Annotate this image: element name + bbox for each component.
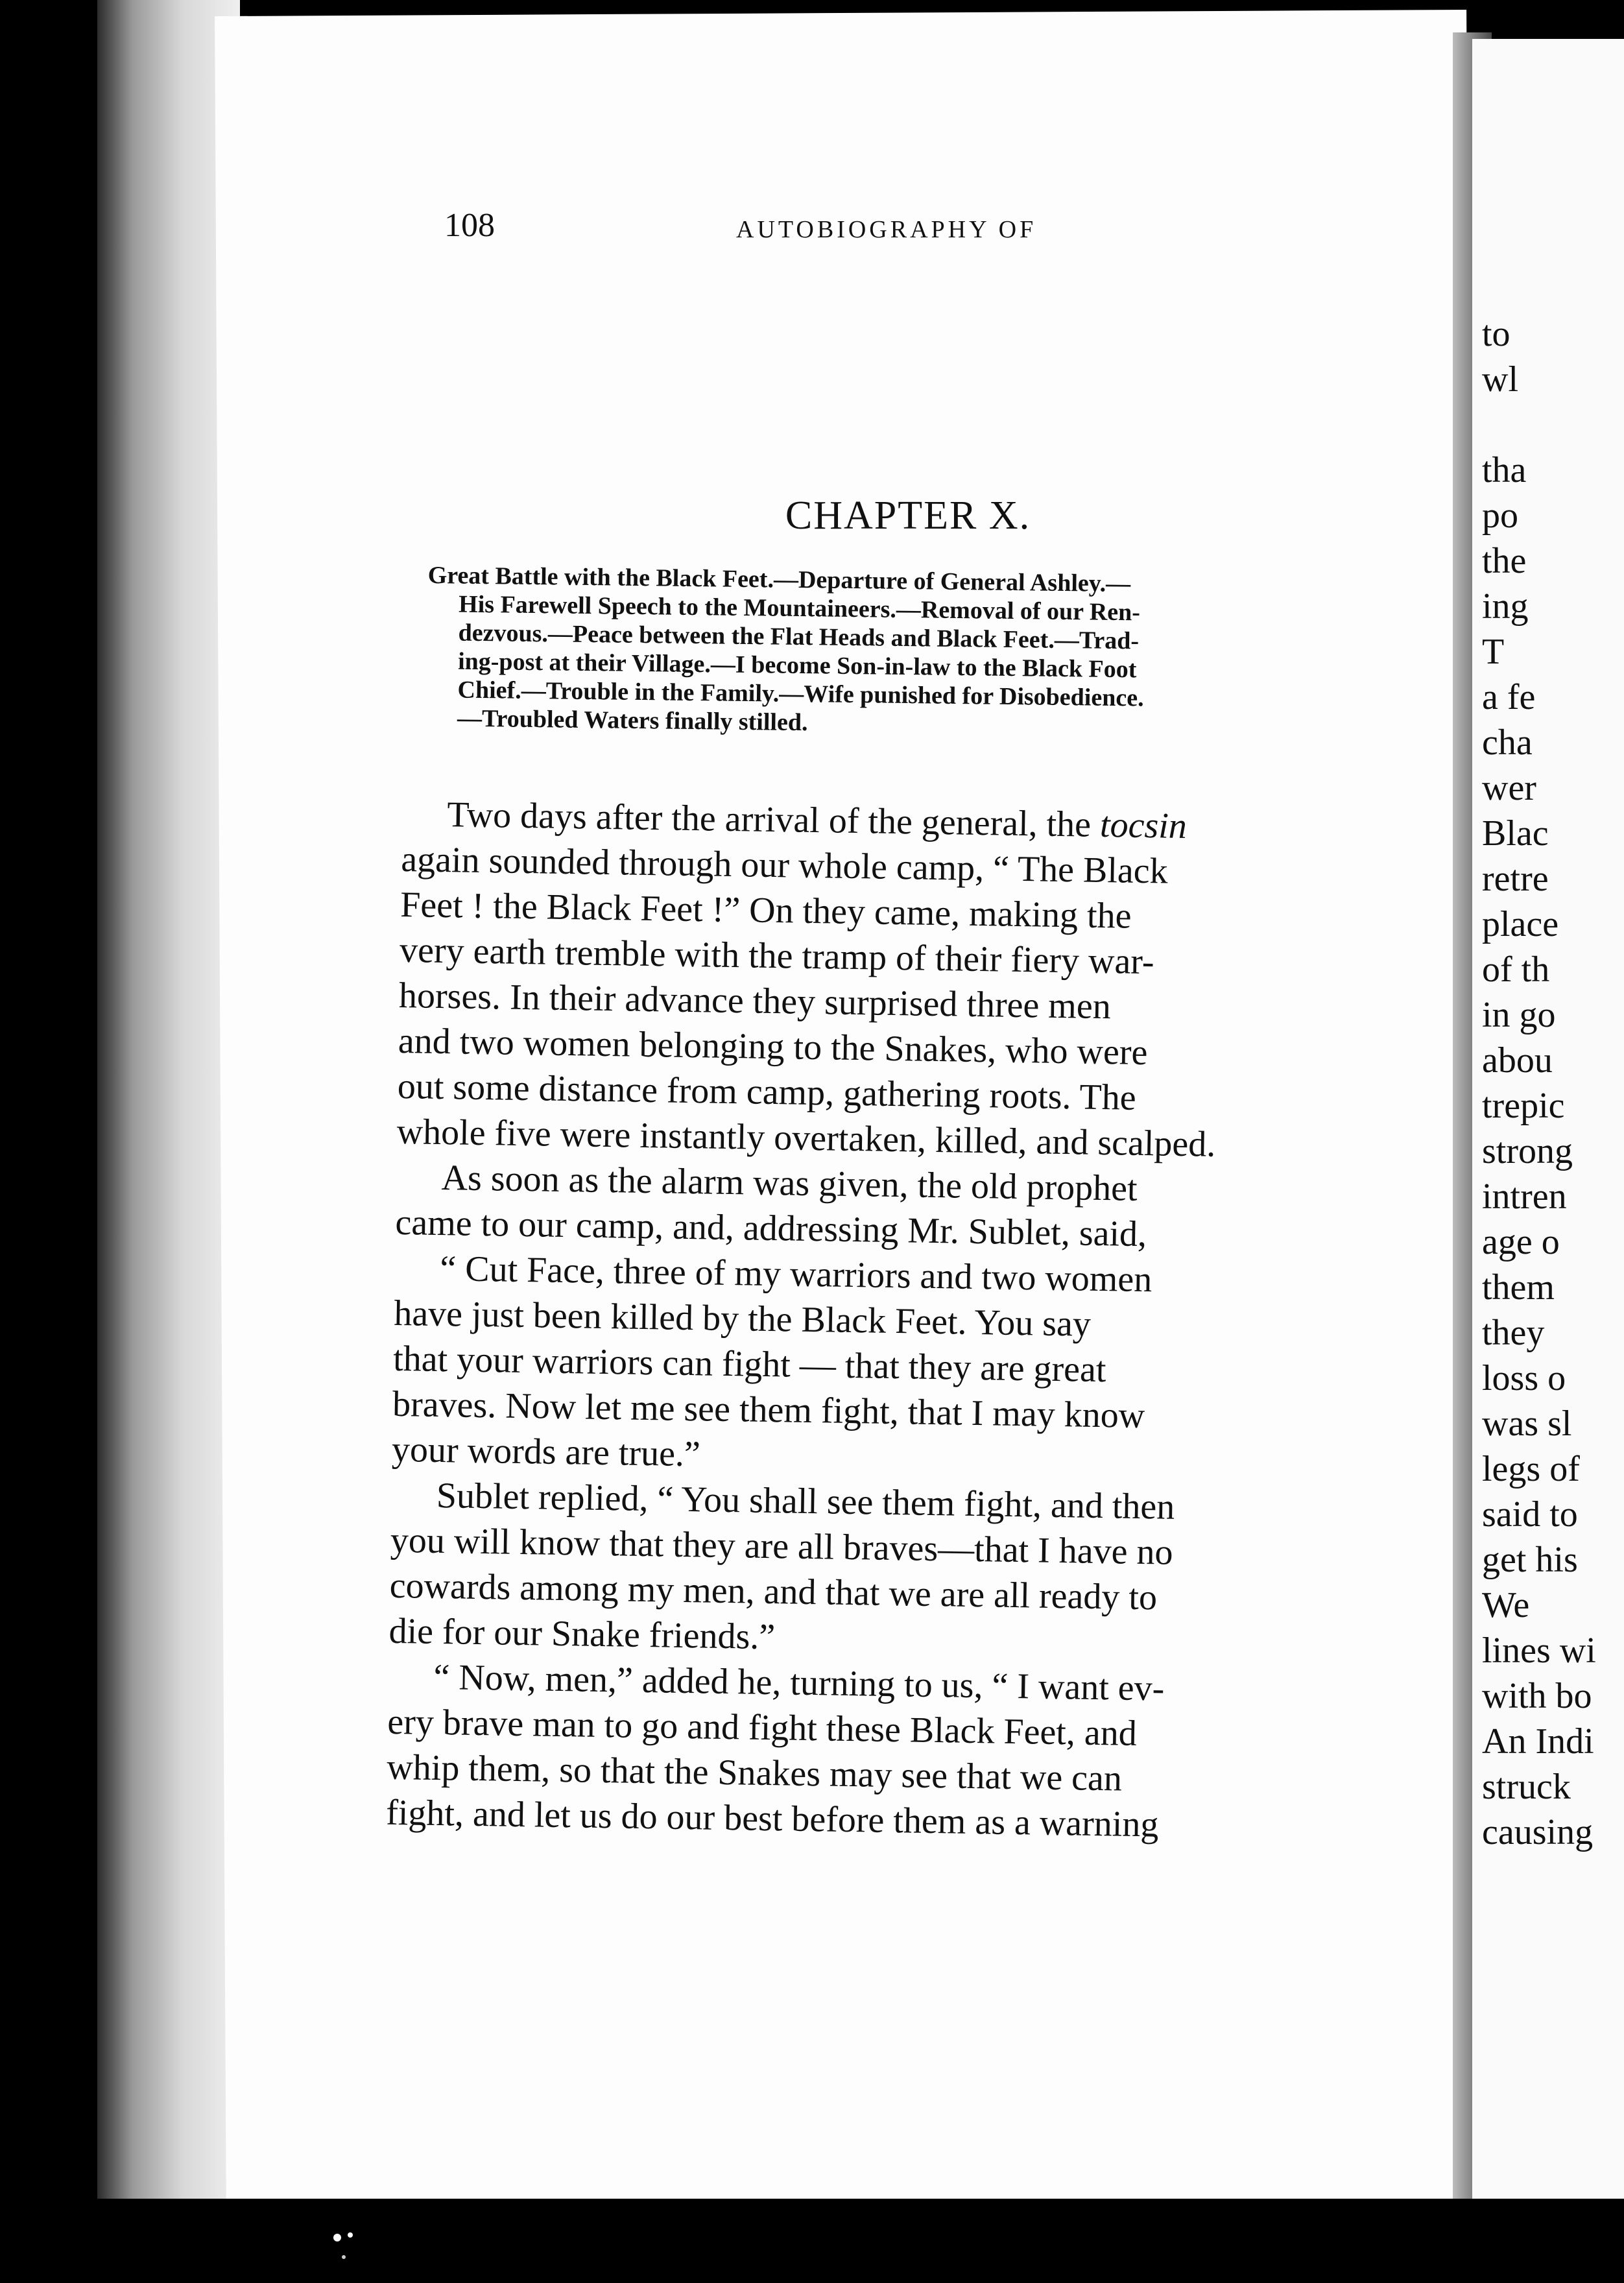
- body-line: die for our Snake friends.”: [388, 1610, 776, 1658]
- facing-line: they: [1482, 1313, 1545, 1353]
- facing-line: lines wi: [1482, 1631, 1596, 1671]
- summary-line: His Farewell Speech to the Mountaineers.—Removal of our Ren-: [458, 590, 1141, 627]
- scan-specks: [324, 2218, 389, 2270]
- facing-line: wl: [1482, 359, 1518, 400]
- facing-line: age o: [1482, 1222, 1560, 1262]
- facing-line: tha: [1482, 450, 1527, 490]
- body-line: horses. In their advance they surprised three men: [398, 975, 1112, 1027]
- facing-line: the: [1482, 541, 1527, 581]
- facing-line: Blac: [1482, 813, 1549, 854]
- body-line: whole five were instantly overtaken, killed, and scalped.: [396, 1111, 1216, 1165]
- body-line: fight, and let us do our best before them as a warning: [385, 1792, 1159, 1845]
- body-line: have just been killed by the Black Feet. You say: [393, 1293, 1092, 1345]
- facing-line: get his: [1482, 1540, 1578, 1580]
- facing-line: wer: [1482, 768, 1536, 808]
- facing-line: was sl: [1482, 1404, 1572, 1444]
- facing-line: intren: [1482, 1177, 1567, 1217]
- summary-line: Chief.—Trouble in the Family.—Wife punished for Disobedience.: [457, 676, 1144, 712]
- facing-line: said to: [1482, 1494, 1578, 1535]
- body-line: cowards among my men, and that we are all ready to: [389, 1565, 1158, 1618]
- facing-line: trepic: [1482, 1086, 1565, 1126]
- facing-line: struck: [1482, 1767, 1571, 1807]
- body-line: and two women belonging to the Snakes, who were: [398, 1020, 1148, 1073]
- facing-line: loss o: [1482, 1358, 1566, 1398]
- summary-line: dezvous.—Peace between the Flat Heads and Black Feet.—Trad-: [458, 619, 1140, 655]
- page-number: 108: [444, 207, 495, 244]
- body-line: ery brave man to go and fight these Black Feet, and: [387, 1701, 1138, 1754]
- facing-line: T: [1482, 632, 1505, 672]
- body-line: “ Cut Face, three of my warriors and two women: [439, 1249, 1152, 1300]
- facing-line: po: [1482, 496, 1518, 536]
- facing-line: in go: [1482, 995, 1556, 1035]
- body-text: [386, 791, 1355, 1850]
- running-head: [444, 206, 1223, 245]
- facing-line: them: [1482, 1267, 1555, 1308]
- body-line: “ Now, men,” added he, turning to us, “ I want ev-: [433, 1656, 1165, 1709]
- body-line: Feet ! the Black Feet !” On they came, making the: [400, 884, 1132, 937]
- body-line: came to our camp, and, addressing Mr. Sublet, said,: [395, 1202, 1147, 1255]
- facing-line: place: [1482, 904, 1559, 944]
- summary-line: —Troubled Waters finally stilled.: [457, 704, 808, 737]
- facing-line: causing: [1482, 1812, 1594, 1852]
- summary-line: Great Battle with the Black Feet.—Departure of General Ashley.—: [427, 561, 1131, 598]
- chapter-title: CHAPTER X.: [785, 494, 1031, 538]
- facing-line: of th: [1482, 950, 1550, 990]
- body-line: braves. Now let me see them fight, that I may know: [392, 1383, 1145, 1437]
- facing-line: a fe: [1482, 677, 1536, 717]
- body-line: whip them, so that the Snakes may see that we can: [386, 1747, 1123, 1799]
- facing-line: with bo: [1482, 1676, 1592, 1716]
- body-line: again sounded through our whole camp, “ The Black: [400, 839, 1169, 892]
- italic-word: tocsin: [1099, 804, 1188, 847]
- facing-page-text: [1482, 311, 1621, 1894]
- body-line: out some distance from camp, gathering roots. The: [397, 1066, 1137, 1118]
- summary-line: ing-post at their Village.—I become Son-in-law to the Black Foot: [457, 647, 1137, 684]
- facing-line: ing: [1482, 586, 1529, 627]
- facing-line: legs of: [1482, 1449, 1580, 1489]
- body-text-run: Two days after the arrival of the general, the: [446, 795, 1101, 845]
- facing-line: [1482, 402, 1621, 448]
- facing-line: abou: [1482, 1040, 1553, 1081]
- scan-border: [0, 2199, 1624, 2283]
- body-line: you will know that they are all braves—that I have no: [390, 1520, 1173, 1573]
- body-line: As soon as the alarm was given, the old prophet: [441, 1158, 1138, 1209]
- facing-line: strong: [1482, 1131, 1573, 1171]
- body-line: your words are true.”: [391, 1429, 701, 1475]
- facing-line: cha: [1482, 723, 1533, 763]
- running-head-title: AUTOBIOGRAPHY OF: [736, 216, 1037, 243]
- facing-line: to: [1482, 314, 1511, 354]
- body-line: that your warriors can fight — that they are great: [392, 1338, 1106, 1391]
- body-line: Sublet replied, “ You shall see them fight, and then: [436, 1475, 1175, 1527]
- facing-line: An Indi: [1482, 1721, 1594, 1762]
- body-line: very earth tremble with the tramp of their fiery war-: [399, 929, 1155, 983]
- chapter-summary: [426, 561, 1355, 743]
- facing-line: We: [1482, 1585, 1530, 1625]
- facing-line: retre: [1482, 859, 1549, 899]
